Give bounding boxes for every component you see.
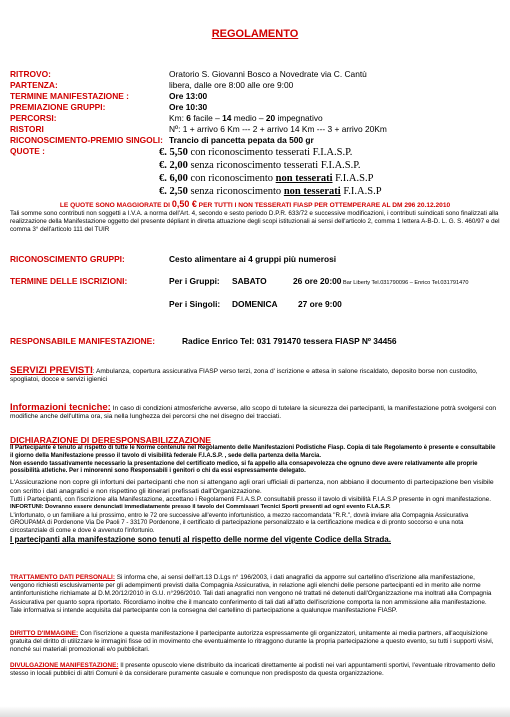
iscrizioni-gruppi-time: 26 ore 20:00 bbox=[293, 276, 342, 286]
info-value: Trancio di pancetta pepata da 500 gr bbox=[169, 135, 314, 145]
quote-line bbox=[159, 159, 361, 172]
quote-tail: F.I.A.S.P bbox=[340, 186, 382, 197]
quote-note-amount: 0,50 € bbox=[171, 199, 197, 209]
percorso-14: 14 bbox=[222, 113, 232, 123]
divulgazione-label: DIVULGAZIONE MANIFESTAZIONE: bbox=[10, 662, 119, 669]
info-label: RISTORI bbox=[10, 124, 44, 134]
info-value bbox=[169, 113, 323, 124]
info-label: RITROVO: bbox=[10, 69, 51, 79]
servizi-label: SERVIZI PREVISTI bbox=[10, 365, 93, 376]
groups-value: Cesto alimentare ai 4 gruppi più numerosi bbox=[169, 254, 337, 264]
info-value: Nº: 1 + arrivo 6 Km --- 2 + arrivo 14 Km --- 3 + arrivo 20Km bbox=[169, 124, 387, 134]
percorso-6-label: facile – bbox=[190, 113, 223, 123]
immagine-section bbox=[10, 630, 500, 655]
quote-text: senza riconoscimento bbox=[187, 186, 284, 197]
responsabile-label: RESPONSABILE MANIFESTAZIONE: bbox=[10, 336, 156, 346]
dichiarazione-label: DICHIARAZIONE DI DERESPONSABILIZZAZIONE bbox=[10, 435, 212, 445]
percorso-20-label: impegnativo bbox=[275, 113, 323, 123]
trattamento-text: Si informa che, ai sensi dell'art.13 D.Lgs n° 196/2003, i dati anagrafici da apporre sul cartellino d'iscrizione alla manifestazione, vengono richiesti esclusivamente per gli adempimenti previsti dalla Compagnia Assicurativa, in relazione agli elenchi delle persone partecipanti ed in merito alle norme antinfortunistiche richiamate al D.M.20/12/2010 in G.U. n°296/2010. Tali dati anagrafici non vengono né trattati né detenuti dall'Organizzazione ma inoltrati alla Compagnia Assicurativa per quanto sopra riportato. Ricordiamo inoltre che il mancato conferimento di tali dati all'atto dell'iscrizione comporta la non ammissione alla manifestazione. Tale informativa si intende acquisita dal partecipante con la consegna del cartellino di partecipazione a qualunque manifestazione FIASP. bbox=[10, 574, 492, 614]
info-label: TERMINE MANIFESTAZIONE : bbox=[10, 91, 129, 101]
info-value: Ore 10:30 bbox=[169, 102, 208, 112]
percorso-20: 20 bbox=[265, 113, 276, 123]
info-label: PERCORSI: bbox=[10, 113, 57, 123]
info-value: Oratorio S. Giovanni Bosco a Novedrate via C. Cantù bbox=[169, 69, 367, 79]
quote-tail: F.I.A.S.P bbox=[332, 173, 374, 184]
quote-line bbox=[159, 185, 382, 198]
info-row-termine bbox=[10, 91, 500, 102]
dichiarazione-p4: Tutti i Partecipanti, con l'iscrizione alla Manifestazione, accettano i Regolamenti F.I.A.S.P. consultabili presso il tavolo di visibilità F.I.A.S.P presente in ogni manifestazione. bbox=[10, 496, 491, 503]
dichiarazione-section bbox=[10, 435, 500, 545]
iscrizioni-singoli-time: 27 ore 9:00 bbox=[298, 299, 342, 309]
dichiarazione-p7: I partecipanti alla manifestazione sono tenuti al rispetto delle norme del vigente Codice della Strada. bbox=[10, 534, 391, 544]
quote-line bbox=[159, 146, 352, 159]
percorso-14-label: medio – bbox=[231, 113, 266, 123]
info-label: QUOTE : bbox=[10, 146, 45, 156]
servizi-section bbox=[10, 367, 500, 385]
percorso-6: 6 bbox=[186, 113, 191, 123]
iscrizioni-singoli-pre: Per i Singoli: bbox=[169, 299, 221, 309]
page-title: REGOLAMENTO bbox=[211, 28, 299, 40]
responsabile-row bbox=[10, 336, 500, 347]
dichiarazione-p1: Il Partecipante è tenuto al rispetto di tutte le Norme contenute nel Regolamento delle Manifestazioni Podistiche Fiasp. Copia di tale Regolamento è presente e consultabile il giorno della Manifestazione presso il tavolo di visibilità federale F.I.A.S.P. , sede della partenza della Marcia. bbox=[10, 445, 496, 459]
quote-line bbox=[159, 172, 373, 185]
iscrizioni-gruppi-day: SABATO bbox=[232, 276, 267, 286]
groups-row bbox=[10, 254, 500, 265]
info-value: libera, dalle ore 8:00 alle ore 9:00 bbox=[169, 80, 294, 90]
trattamento-label: TRATTAMENTO DATI PERSONALI: bbox=[10, 574, 115, 581]
immagine-label: DIRITTO D'IMMAGINE: bbox=[10, 630, 79, 637]
info-label: PREMIAZIONE GRUPPI: bbox=[10, 102, 106, 112]
dichiarazione-p5: INFORTUNI: Dovranno essere denunciati immediatamente presso il tavolo dei Commissari Tecnici Sporti presenti ad ogni evento F.I.A.S.P. bbox=[10, 504, 391, 510]
informazioni-section bbox=[10, 404, 500, 422]
iscrizioni-gruppi-contacts: Bar Liberty Tel.031790096 – Enrico Tel.031791470 bbox=[341, 280, 469, 286]
divulgazione-text: Il presente opuscolo viene distribuito da incaricati direttamente ai podisti nei vari appuntamenti sportivi, l'eventuale ritrovamento dello stesso in locali pubblici di altri Comuni è da considerare puramente casuale e comunque non predisposto da questa organizzazione. bbox=[10, 662, 496, 678]
iscrizioni-gruppi-row bbox=[10, 276, 500, 287]
immagine-text: Con l'iscrizione a questa manifestazione il partecipante autorizza espressamente gli organizzatori, unitamente ai media partners, all'acquisizione gratuita del diritto di utilizzare le immagini fisse od in movimento che eventualmente lo ritraggono durante la propria partecipazione a questo evento, su tutti i supporti visivi, nonché sui materiali promozionali e/o pubblicitari. bbox=[10, 630, 494, 654]
dichiarazione-p2: Non essendo tassativamente necessario la presentazione del certificato medico, si fa appello alla consapevolezza che ognuno deve avere relativamente alle proprie possibilità atletiche. Per i minorenni sono Responsabili i genitori o chi da essi espressamente delegato. bbox=[10, 460, 478, 475]
info-label: RICONOSCIMENTO-PREMIO SINGOLI: bbox=[10, 135, 163, 145]
quote-text: senza riconoscimento tesserati F.I.A.S.P. bbox=[187, 160, 361, 171]
bottom-edge bbox=[0, 706, 510, 717]
informazioni-label: Informazioni tecniche: bbox=[10, 402, 111, 413]
percorsi-prefix: Km: bbox=[169, 113, 187, 123]
quote-text: con riconoscimento tesserati F.I.A.S.P. bbox=[187, 147, 353, 158]
iscrizioni-singoli-day: DOMENICA bbox=[232, 299, 278, 309]
info-label: PARTENZA: bbox=[10, 80, 58, 90]
info-row-partenza bbox=[10, 80, 500, 91]
servizi-text: : Ambulanza, copertura assicurativa FIASP verso terzi, zona d' iscrizione e attesa in salone riscaldato, deposito borse non custodito, spogliatoi, docce e servizi igienici bbox=[10, 368, 478, 384]
quote-non-tesserati: non tesserati bbox=[283, 186, 341, 197]
quote-non-tesserati: non tesserati bbox=[275, 173, 333, 184]
quote-price: €. 2,00 bbox=[159, 160, 188, 171]
dichiarazione-p3: L'Assicurazione non copre gli infortuni dei partecipanti che non si attengano agli orari ufficiali di partenza, non abbiano il documento di partecipazione ben visibile con scritto i dati anagrafici e non rispettino gli itinerari prefissati dall'Organizzazione. bbox=[10, 479, 494, 495]
responsabile-value: Radice Enrico Tel: 031 791470 tessera FIASP Nº 34456 bbox=[182, 336, 397, 346]
info-row-percorsi bbox=[10, 113, 500, 124]
quote-price: €. 6,00 bbox=[159, 173, 188, 184]
iscrizioni-label: TERMINE DELLE ISCRIZIONI: bbox=[10, 276, 128, 286]
trattamento-section bbox=[10, 574, 500, 615]
quote-note-post: PER TUTTI I NON TESSERATI FIASP PER OTTEMPERARE AL DM 296 20.12.2010 bbox=[196, 202, 451, 209]
tax-note: Tali somme sono contributi non soggetti a I.V.A. a norma dell'Art. 4, secondo e sesto periodo D.P.R. 633/72 e successive modificazioni, i contributi suindicati sono finalizzati alla realizzazione della Manifestazione oggetto del presente dépliant in diretta attuazione degli scopi istituzionali ai sensi dell'articolo 2, comma 1 lettera A-B-D. L. G. S. 460/97 e del comma 3° dell'articolo 111 del TUIR bbox=[10, 210, 500, 233]
quote-note bbox=[10, 200, 500, 210]
info-row-premiazione bbox=[10, 102, 500, 113]
quote-note-pre: LE QUOTE SONO MAGGIORATE DI bbox=[59, 202, 172, 209]
groups-label: RICONOSCIMENTO GRUPPI: bbox=[10, 254, 125, 264]
divulgazione-section bbox=[10, 662, 500, 678]
iscrizioni-gruppi-pre: Per i Gruppi: bbox=[169, 276, 220, 286]
info-value: Ore 13:00 bbox=[169, 91, 208, 101]
info-row-premio-singoli bbox=[10, 135, 500, 146]
quote-text: con riconoscimento bbox=[187, 173, 276, 184]
info-row-ristori bbox=[10, 124, 500, 135]
iscrizioni-singoli-row bbox=[10, 299, 500, 310]
info-row-ritrovo bbox=[10, 69, 500, 80]
quote-price: €. 2,50 bbox=[159, 186, 188, 197]
dichiarazione-p6: L'infortunato, o un familiare a lui prossimo, entro le 72 ore successive all'evento infortunistico, a mezzo raccomandata "R.R.", dovrà inviare alla Compagnia Assicurativa GROUPAMA di Pordenone Via De Paoli 7 - 33170 Pordenone, il certificato di partecipazione personalizzato e la certificazione medica e di pronto soccorso e una nota circostanziale di come e dove è avvenuto l'infortunio. bbox=[10, 511, 469, 535]
quote-price: €. 5,50 bbox=[159, 147, 188, 158]
informazioni-text: In caso di condizioni atmosferiche avverse, allo scopo di tutelare la sicurezza dei partecipanti, la manifestazione potrà svolgersi con modifiche anche dell'ultima ora, sia nella lunghezza dei percorsi che nel disegno dei tracciati. bbox=[10, 405, 497, 421]
